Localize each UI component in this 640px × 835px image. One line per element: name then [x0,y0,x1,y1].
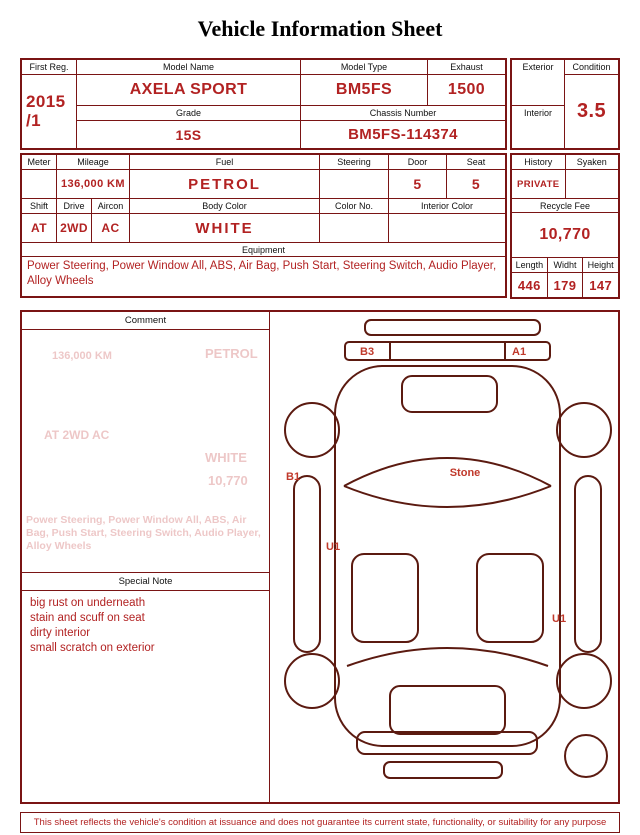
first-reg-year: 2015 [26,91,66,111]
grade-label: Grade [77,106,300,120]
steering-label: Steering [320,155,388,169]
drive-label: Drive [57,199,91,213]
damage-label-b1: B1 [286,471,301,483]
exhaust-value: 1500 [428,75,505,105]
interior-color-label: Interior Color [389,199,505,213]
height-value: 147 [583,273,618,297]
car-body-outline [335,366,560,746]
seat-label: Seat [447,155,505,169]
windshield-upper-arc [344,458,551,486]
body-color-value: WHITE [130,214,319,242]
aircon-label: Aircon [92,199,129,213]
shift-value: AT [22,214,56,242]
ghost-text: 136,000 KM [52,350,112,362]
disclaimer: This sheet reflects the vehicle's condition at issuance and does not guarantee its current state, functionality, or suitability for any purpose [20,812,620,833]
model-type-value: BM5FS [301,75,427,105]
drive-value: 2WD [57,214,91,242]
damage-label-a1: A1 [512,346,527,358]
damage-label-u1-right: U1 [552,613,567,625]
seat-value: 5 [447,170,505,198]
equipment-label: Equipment [22,243,505,256]
bottom-section [20,310,620,804]
left-side-rail [294,476,320,652]
interior-label: Interior [512,106,564,148]
left-seat [352,554,418,642]
front-bumper-strip [365,320,540,335]
rear-left-wheel [285,654,339,708]
rear-bumper [357,732,537,754]
comment-header: Comment [22,312,269,330]
condition-value: 3.5 [565,75,618,148]
special-note-body [22,591,269,802]
first-reg-month: /1 [26,110,41,130]
rear-window-arc [347,648,548,666]
ghost-text: 10,770 [208,473,248,488]
ghost-text: WHITE [205,450,247,465]
mileage-label: Mileage [57,155,129,169]
damage-label-b3: B3 [360,346,375,358]
recycle-fee-value: 10,770 [512,213,618,257]
special-note-line: stain and scuff on seat [30,611,145,624]
comment-body [22,330,269,572]
steering-value [320,170,388,198]
width-value: 179 [548,273,583,297]
rear-right-wheel [557,654,611,708]
model-name-label: Model Name [77,60,300,74]
car-diagram [272,314,622,796]
mileage-value: 136,000 KM [57,170,129,198]
model-type-label: Model Type [301,60,427,74]
door-label: Door [389,155,446,169]
color-no-label: Color No. [320,199,388,213]
comment-column [22,312,270,802]
history-value: PRIVATE [512,170,565,198]
interior-color-value [389,214,505,242]
front-left-wheel [285,403,339,457]
ghost-text: AT 2WD AC [44,428,110,442]
first-reg-value [22,75,76,148]
mid-left-table [20,153,507,298]
exterior-label: Exterior [512,60,564,105]
door-value: 5 [389,170,446,198]
top-left-table [20,58,507,150]
grade-value: 15S [77,121,300,148]
special-note-line: small scratch on exterior [30,641,155,654]
condition-label: Condition [565,60,618,74]
damage-label-u1-left: U1 [326,541,341,553]
ghost-text: Power Steering, Power Window All, ABS, Air Bag, Push Start, Steering Switch, Audio Player, Alloy Wheels [26,514,261,553]
special-note-line: big rust on underneath [30,597,146,609]
equipment-value: Power Steering, Power Window All, ABS, Air Bag, Push Start, Steering Switch, Audio Player, Alloy Wheels [22,257,505,296]
syaken-value [566,170,619,198]
hood-panel [402,376,497,412]
color-no-value [320,214,388,242]
mid-right-table [510,153,620,299]
length-value: 446 [512,273,547,297]
length-label: Length [512,258,547,272]
page-title: Vehicle Information Sheet [197,16,443,41]
recycle-fee-label: Recycle Fee [512,199,618,212]
damage-label-stone: Stone [449,467,481,479]
syaken-label: Syaken [566,155,619,169]
fuel-label: Fuel [130,155,319,169]
model-name-value: AXELA SPORT [77,75,300,105]
chassis-number-label: Chassis Number [301,106,505,120]
front-right-wheel [557,403,611,457]
windshield-lower-arc [344,486,551,507]
special-note-line: dirty interior [30,626,91,639]
exhaust-label: Exhaust [428,60,505,74]
condition-table [510,58,620,150]
meter-value [22,170,56,198]
right-seat [477,554,543,642]
meter-label: Meter [22,155,56,169]
history-label: History [512,155,565,169]
width-label: Widht [548,258,583,272]
height-label: Height [583,258,618,272]
ghost-text: PETROL [205,346,258,361]
body-color-label: Body Color [130,199,319,213]
first-reg-label: First Reg. [22,60,76,74]
rear-lower-strip [384,762,502,778]
aircon-value: AC [92,214,129,242]
special-note-header: Special Note [22,572,269,591]
spare-wheel [565,735,607,777]
chassis-number-value: BM5FS-114374 [301,121,505,148]
fuel-value: PETROL [130,170,319,198]
right-side-rail [575,476,601,652]
shift-label: Shift [22,199,56,213]
trunk-panel [390,686,505,734]
